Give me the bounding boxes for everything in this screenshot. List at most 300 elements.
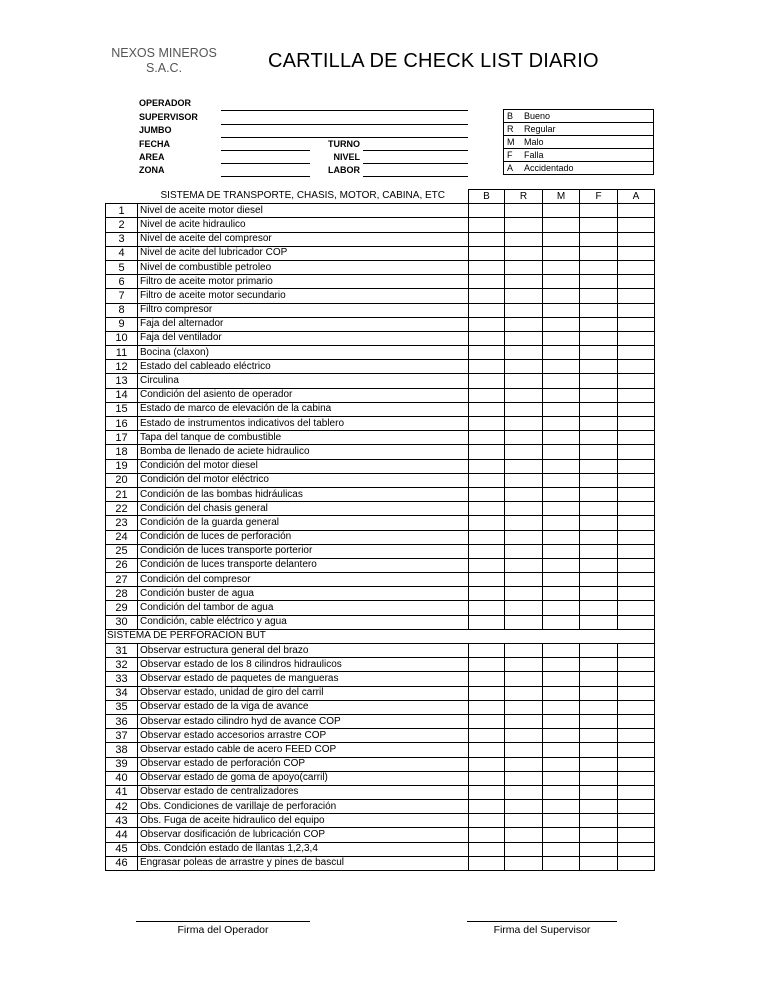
check-cell-r[interactable] (505, 828, 543, 842)
page-title: CARTILLA DE CHECK LIST DIARIO (268, 50, 599, 72)
check-cell-b[interactable] (469, 417, 505, 431)
check-cell-m[interactable] (543, 729, 580, 743)
check-cell-f[interactable] (580, 487, 618, 501)
check-cell-a[interactable] (618, 771, 655, 785)
check-cell-f[interactable] (580, 558, 618, 572)
check-cell-b[interactable] (469, 814, 505, 828)
check-cell-b[interactable] (469, 388, 505, 402)
check-cell-m[interactable] (543, 487, 580, 501)
check-cell-m[interactable] (543, 246, 580, 260)
check-cell-b[interactable] (469, 828, 505, 842)
check-cell-m[interactable] (543, 558, 580, 572)
company-name: NEXOS MINEROS (111, 46, 217, 60)
item-number: 13 (106, 374, 138, 388)
check-cell-r[interactable] (505, 700, 543, 714)
item-number: 19 (106, 459, 138, 473)
check-cell-m[interactable] (543, 856, 580, 870)
check-cell-f[interactable] (580, 246, 618, 260)
legend-table (503, 109, 654, 175)
legend-row (504, 123, 654, 136)
item-description: Faja del alternador (138, 317, 469, 331)
check-cell-m[interactable] (543, 431, 580, 445)
check-cell-a[interactable] (618, 402, 655, 416)
check-cell-b[interactable] (469, 232, 505, 246)
check-cell-f[interactable] (580, 388, 618, 402)
check-cell-b[interactable] (469, 856, 505, 870)
operador-field[interactable] (221, 110, 468, 111)
check-cell-b[interactable] (469, 246, 505, 260)
item-number: 34 (106, 686, 138, 700)
check-cell-f[interactable] (580, 445, 618, 459)
check-cell-r[interactable] (505, 672, 543, 686)
check-cell-r[interactable] (505, 402, 543, 416)
check-cell-f[interactable] (580, 587, 618, 601)
check-cell-a[interactable] (618, 275, 655, 289)
check-cell-f[interactable] (580, 800, 618, 814)
check-cell-m[interactable] (543, 445, 580, 459)
check-cell-m[interactable] (543, 842, 580, 856)
check-cell-b[interactable] (469, 771, 505, 785)
area-label: AREA (139, 152, 165, 162)
check-cell-b[interactable] (469, 445, 505, 459)
check-cell-m[interactable] (543, 346, 580, 360)
check-cell-r[interactable] (505, 729, 543, 743)
check-cell-r[interactable] (505, 487, 543, 501)
check-cell-m[interactable] (543, 644, 580, 658)
check-cell-r[interactable] (505, 615, 543, 629)
check-cell-m[interactable] (543, 615, 580, 629)
check-cell-m[interactable] (543, 331, 580, 345)
check-cell-a[interactable] (618, 757, 655, 771)
check-cell-m[interactable] (543, 417, 580, 431)
item-description: Nivel de aceite del compresor (138, 232, 469, 246)
nivel-field[interactable] (363, 163, 468, 164)
check-cell-r[interactable] (505, 530, 543, 544)
item-description: Condición de luces transporte delantero (138, 558, 469, 572)
check-cell-f[interactable] (580, 828, 618, 842)
check-cell-r[interactable] (505, 346, 543, 360)
check-cell-m[interactable] (543, 587, 580, 601)
item-number: 40 (106, 771, 138, 785)
check-cell-b[interactable] (469, 260, 505, 274)
check-cell-m[interactable] (543, 473, 580, 487)
check-cell-b[interactable] (469, 558, 505, 572)
check-cell-r[interactable] (505, 785, 543, 799)
check-cell-b[interactable] (469, 757, 505, 771)
item-description: Observar estado de centralizadores (138, 785, 469, 799)
check-cell-a[interactable] (618, 260, 655, 274)
check-cell-m[interactable] (543, 672, 580, 686)
check-cell-m[interactable] (543, 402, 580, 416)
check-cell-r[interactable] (505, 502, 543, 516)
check-cell-b[interactable] (469, 459, 505, 473)
check-cell-a[interactable] (618, 246, 655, 260)
check-cell-b[interactable] (469, 785, 505, 799)
check-cell-b[interactable] (469, 275, 505, 289)
check-cell-b[interactable] (469, 700, 505, 714)
check-cell-a[interactable] (618, 530, 655, 544)
check-cell-a[interactable] (618, 828, 655, 842)
check-cell-m[interactable] (543, 658, 580, 672)
check-cell-a[interactable] (618, 487, 655, 501)
check-cell-r[interactable] (505, 644, 543, 658)
item-description: Condición del motor eléctrico (138, 473, 469, 487)
check-cell-b[interactable] (469, 374, 505, 388)
check-cell-a[interactable] (618, 502, 655, 516)
check-cell-m[interactable] (543, 360, 580, 374)
jumbo-label: JUMBO (139, 125, 172, 135)
check-cell-r[interactable] (505, 246, 543, 260)
item-number: 28 (106, 587, 138, 601)
check-cell-f[interactable] (580, 289, 618, 303)
item-number: 35 (106, 700, 138, 714)
check-cell-b[interactable] (469, 573, 505, 587)
check-cell-b[interactable] (469, 516, 505, 530)
check-cell-f[interactable] (580, 686, 618, 700)
check-cell-r[interactable] (505, 601, 543, 615)
check-cell-a[interactable] (618, 615, 655, 629)
check-cell-f[interactable] (580, 729, 618, 743)
operador-label: OPERADOR (139, 98, 192, 108)
check-cell-f[interactable] (580, 743, 618, 757)
check-cell-r[interactable] (505, 388, 543, 402)
check-cell-b[interactable] (469, 729, 505, 743)
item-number: 45 (106, 842, 138, 856)
check-cell-r[interactable] (505, 445, 543, 459)
table-row (106, 573, 655, 587)
check-cell-r[interactable] (505, 260, 543, 274)
check-cell-m[interactable] (543, 516, 580, 530)
check-cell-f[interactable] (580, 842, 618, 856)
check-cell-a[interactable] (618, 700, 655, 714)
table-row (106, 204, 655, 218)
check-cell-r[interactable] (505, 800, 543, 814)
check-cell-a[interactable] (618, 346, 655, 360)
check-cell-f[interactable] (580, 658, 618, 672)
check-cell-a[interactable] (618, 544, 655, 558)
check-cell-r[interactable] (505, 686, 543, 700)
check-cell-m[interactable] (543, 289, 580, 303)
item-description: Nivel de combustible petroleo (138, 260, 469, 274)
check-cell-b[interactable] (469, 473, 505, 487)
check-cell-r[interactable] (505, 459, 543, 473)
check-cell-r[interactable] (505, 317, 543, 331)
check-cell-r[interactable] (505, 544, 543, 558)
table-row (106, 218, 655, 232)
check-cell-r[interactable] (505, 558, 543, 572)
item-description: Estado de marco de elevación de la cabina (138, 402, 469, 416)
check-cell-a[interactable] (618, 672, 655, 686)
item-number: 42 (106, 800, 138, 814)
check-cell-r[interactable] (505, 587, 543, 601)
check-cell-a[interactable] (618, 459, 655, 473)
check-cell-f[interactable] (580, 672, 618, 686)
check-cell-f[interactable] (580, 402, 618, 416)
check-cell-f[interactable] (580, 644, 618, 658)
checklist-table (105, 189, 655, 871)
turno-label: TURNO (328, 139, 360, 149)
operator-signature-line[interactable] (136, 921, 310, 922)
check-cell-m[interactable] (543, 317, 580, 331)
check-cell-r[interactable] (505, 473, 543, 487)
check-cell-a[interactable] (618, 573, 655, 587)
check-cell-b[interactable] (469, 672, 505, 686)
check-cell-m[interactable] (543, 573, 580, 587)
check-cell-f[interactable] (580, 814, 618, 828)
check-cell-a[interactable] (618, 785, 655, 799)
check-cell-a[interactable] (618, 587, 655, 601)
check-cell-a[interactable] (618, 729, 655, 743)
check-cell-a[interactable] (618, 558, 655, 572)
check-cell-m[interactable] (543, 544, 580, 558)
check-cell-a[interactable] (618, 714, 655, 728)
check-cell-f[interactable] (580, 530, 618, 544)
check-cell-b[interactable] (469, 686, 505, 700)
check-cell-a[interactable] (618, 317, 655, 331)
item-number: 10 (106, 331, 138, 345)
check-cell-m[interactable] (543, 303, 580, 317)
check-cell-a[interactable] (618, 658, 655, 672)
check-cell-m[interactable] (543, 743, 580, 757)
check-cell-r[interactable] (505, 232, 543, 246)
check-cell-a[interactable] (618, 218, 655, 232)
check-cell-r[interactable] (505, 658, 543, 672)
check-cell-f[interactable] (580, 331, 618, 345)
check-cell-m[interactable] (543, 814, 580, 828)
item-number: 3 (106, 232, 138, 246)
check-cell-f[interactable] (580, 232, 618, 246)
item-description: Filtro compresor (138, 303, 469, 317)
check-cell-r[interactable] (505, 204, 543, 218)
area-field[interactable] (221, 163, 310, 164)
check-cell-m[interactable] (543, 275, 580, 289)
check-cell-f[interactable] (580, 601, 618, 615)
check-cell-a[interactable] (618, 303, 655, 317)
check-cell-b[interactable] (469, 289, 505, 303)
table-row (106, 417, 655, 431)
check-cell-b[interactable] (469, 346, 505, 360)
check-cell-m[interactable] (543, 771, 580, 785)
check-cell-b[interactable] (469, 360, 505, 374)
check-cell-a[interactable] (618, 473, 655, 487)
check-cell-f[interactable] (580, 204, 618, 218)
check-cell-b[interactable] (469, 204, 505, 218)
check-cell-b[interactable] (469, 743, 505, 757)
check-cell-f[interactable] (580, 303, 618, 317)
check-cell-m[interactable] (543, 388, 580, 402)
check-cell-f[interactable] (580, 374, 618, 388)
item-number: 22 (106, 502, 138, 516)
check-cell-r[interactable] (505, 814, 543, 828)
check-cell-f[interactable] (580, 502, 618, 516)
legend-code: A (504, 162, 522, 175)
check-cell-r[interactable] (505, 842, 543, 856)
check-cell-a[interactable] (618, 516, 655, 530)
check-cell-m[interactable] (543, 601, 580, 615)
check-cell-m[interactable] (543, 785, 580, 799)
check-cell-b[interactable] (469, 530, 505, 544)
check-cell-a[interactable] (618, 743, 655, 757)
check-cell-b[interactable] (469, 331, 505, 345)
check-cell-b[interactable] (469, 714, 505, 728)
check-cell-a[interactable] (618, 445, 655, 459)
check-cell-f[interactable] (580, 275, 618, 289)
check-cell-f[interactable] (580, 473, 618, 487)
check-cell-b[interactable] (469, 644, 505, 658)
table-row (106, 232, 655, 246)
check-cell-f[interactable] (580, 516, 618, 530)
table-row (106, 615, 655, 629)
check-cell-f[interactable] (580, 431, 618, 445)
check-cell-m[interactable] (543, 204, 580, 218)
check-cell-f[interactable] (580, 757, 618, 771)
check-cell-f[interactable] (580, 573, 618, 587)
check-cell-r[interactable] (505, 218, 543, 232)
table-row (106, 558, 655, 572)
check-cell-b[interactable] (469, 842, 505, 856)
check-cell-a[interactable] (618, 289, 655, 303)
check-cell-r[interactable] (505, 856, 543, 870)
check-cell-m[interactable] (543, 700, 580, 714)
check-cell-b[interactable] (469, 303, 505, 317)
item-description: Condición de la guarda general (138, 516, 469, 530)
check-cell-f[interactable] (580, 417, 618, 431)
check-cell-m[interactable] (543, 828, 580, 842)
table-row (106, 289, 655, 303)
check-cell-r[interactable] (505, 417, 543, 431)
check-cell-r[interactable] (505, 275, 543, 289)
check-cell-m[interactable] (543, 530, 580, 544)
check-cell-a[interactable] (618, 431, 655, 445)
check-cell-f[interactable] (580, 459, 618, 473)
table-row (106, 828, 655, 842)
item-description: Obs. Fuga de aceite hidraulico del equipo (138, 814, 469, 828)
check-cell-f[interactable] (580, 360, 618, 374)
zona-field[interactable] (221, 176, 310, 177)
header-blank-cell (106, 190, 138, 204)
section2-header-row (106, 629, 655, 643)
check-cell-a[interactable] (618, 204, 655, 218)
check-cell-b[interactable] (469, 317, 505, 331)
check-cell-m[interactable] (543, 459, 580, 473)
item-number: 31 (106, 644, 138, 658)
item-number: 21 (106, 487, 138, 501)
check-cell-a[interactable] (618, 686, 655, 700)
check-cell-b[interactable] (469, 800, 505, 814)
check-cell-a[interactable] (618, 360, 655, 374)
check-cell-r[interactable] (505, 360, 543, 374)
check-cell-a[interactable] (618, 856, 655, 870)
check-cell-r[interactable] (505, 757, 543, 771)
check-cell-b[interactable] (469, 615, 505, 629)
check-cell-b[interactable] (469, 587, 505, 601)
item-description: Filtro de aceite motor primario (138, 275, 469, 289)
check-cell-a[interactable] (618, 814, 655, 828)
check-cell-f[interactable] (580, 346, 618, 360)
check-cell-b[interactable] (469, 487, 505, 501)
check-cell-f[interactable] (580, 771, 618, 785)
legend-code: R (504, 123, 522, 136)
check-cell-m[interactable] (543, 714, 580, 728)
check-cell-f[interactable] (580, 260, 618, 274)
check-cell-f[interactable] (580, 856, 618, 870)
check-cell-b[interactable] (469, 658, 505, 672)
check-cell-r[interactable] (505, 573, 543, 587)
supervisor-signature-line[interactable] (467, 921, 617, 922)
check-cell-b[interactable] (469, 601, 505, 615)
jumbo-field[interactable] (221, 137, 468, 138)
item-description: Condición del chasis general (138, 502, 469, 516)
check-cell-m[interactable] (543, 502, 580, 516)
check-cell-m[interactable] (543, 800, 580, 814)
fecha-field[interactable] (221, 150, 310, 151)
check-cell-a[interactable] (618, 388, 655, 402)
check-cell-b[interactable] (469, 402, 505, 416)
item-number: 7 (106, 289, 138, 303)
check-cell-r[interactable] (505, 289, 543, 303)
item-number: 5 (106, 260, 138, 274)
item-number: 6 (106, 275, 138, 289)
table-row (106, 388, 655, 402)
check-cell-r[interactable] (505, 431, 543, 445)
turno-field[interactable] (363, 150, 468, 151)
item-description: Condición del motor diesel (138, 459, 469, 473)
check-cell-r[interactable] (505, 516, 543, 530)
check-cell-a[interactable] (618, 842, 655, 856)
check-cell-f[interactable] (580, 544, 618, 558)
table-row (106, 487, 655, 501)
check-cell-r[interactable] (505, 331, 543, 345)
check-cell-a[interactable] (618, 644, 655, 658)
check-cell-b[interactable] (469, 502, 505, 516)
check-cell-r[interactable] (505, 374, 543, 388)
check-cell-a[interactable] (618, 232, 655, 246)
check-cell-f[interactable] (580, 714, 618, 728)
check-cell-f[interactable] (580, 218, 618, 232)
check-cell-m[interactable] (543, 374, 580, 388)
supervisor-field[interactable] (221, 124, 468, 125)
check-cell-f[interactable] (580, 317, 618, 331)
check-cell-r[interactable] (505, 714, 543, 728)
check-cell-b[interactable] (469, 544, 505, 558)
check-cell-r[interactable] (505, 771, 543, 785)
check-cell-a[interactable] (618, 417, 655, 431)
check-cell-a[interactable] (618, 331, 655, 345)
table-row (106, 459, 655, 473)
item-description: Obs. Condiciones de varillaje de perforación (138, 800, 469, 814)
check-cell-m[interactable] (543, 218, 580, 232)
legend-row (504, 149, 654, 162)
check-cell-a[interactable] (618, 601, 655, 615)
check-cell-b[interactable] (469, 218, 505, 232)
item-number: 25 (106, 544, 138, 558)
labor-field[interactable] (363, 176, 468, 177)
check-cell-m[interactable] (543, 260, 580, 274)
check-cell-b[interactable] (469, 431, 505, 445)
table-row (106, 516, 655, 530)
check-cell-m[interactable] (543, 757, 580, 771)
check-cell-m[interactable] (543, 232, 580, 246)
check-cell-f[interactable] (580, 615, 618, 629)
check-cell-a[interactable] (618, 374, 655, 388)
check-cell-r[interactable] (505, 303, 543, 317)
check-cell-f[interactable] (580, 785, 618, 799)
check-cell-m[interactable] (543, 686, 580, 700)
item-number: 29 (106, 601, 138, 615)
check-cell-f[interactable] (580, 700, 618, 714)
check-cell-a[interactable] (618, 800, 655, 814)
check-cell-r[interactable] (505, 743, 543, 757)
